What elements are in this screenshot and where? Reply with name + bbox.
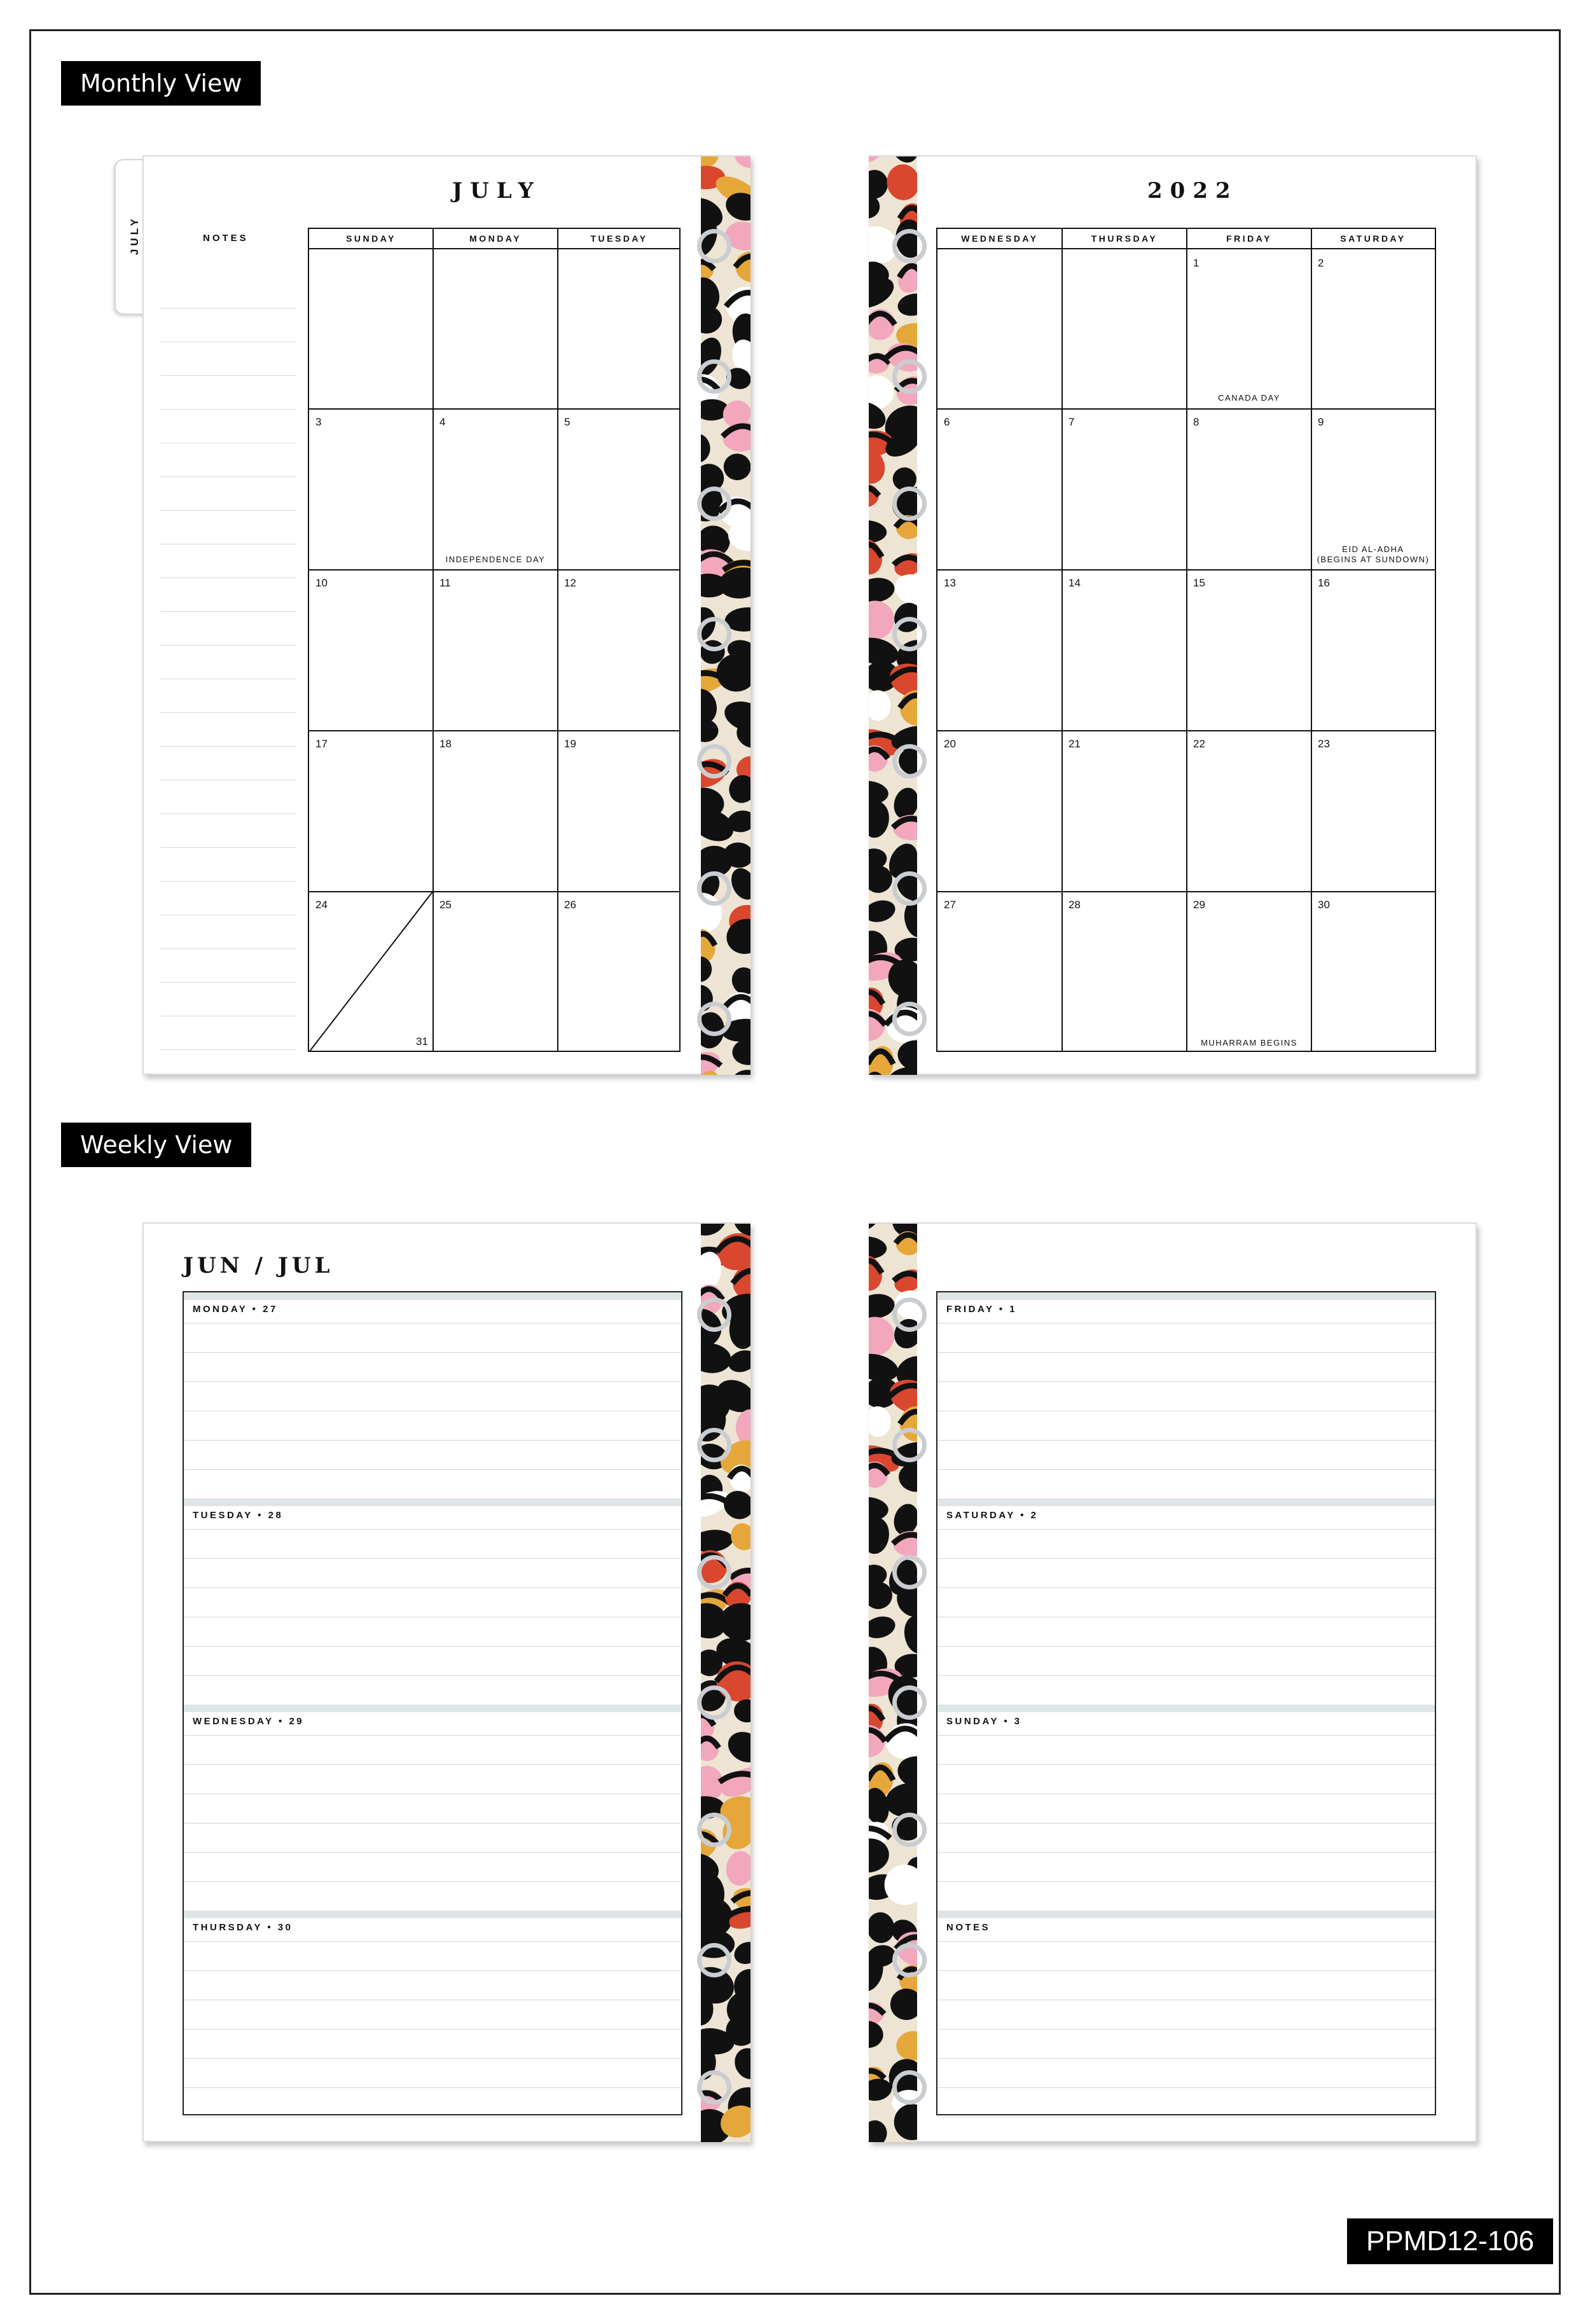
write-line <box>184 1469 681 1470</box>
write-line <box>184 1381 681 1382</box>
write-line <box>937 1764 1435 1765</box>
write-line <box>184 1852 681 1853</box>
binder-ring <box>892 617 927 651</box>
leopard-strip <box>869 156 917 1075</box>
day-number: 7 <box>1068 416 1075 428</box>
notes-label: NOTES <box>203 233 249 244</box>
write-line <box>184 1323 681 1324</box>
write-line <box>184 1587 681 1588</box>
binder-ring <box>697 359 731 394</box>
notes-line <box>160 1049 296 1050</box>
day-number: 13 <box>944 577 956 589</box>
leopard-spot <box>869 689 891 721</box>
weekday-sunday: SUNDAY <box>309 229 433 249</box>
write-line <box>184 1764 681 1765</box>
leopard-spot <box>869 897 897 925</box>
leopard-spot <box>869 1836 892 1875</box>
day-section-label: SUNDAY • 3 <box>946 1716 1022 1727</box>
leopard-spot <box>726 772 750 806</box>
holiday-independence-day: INDEPENDENCE DAY <box>445 555 546 564</box>
day-number: 1 <box>1193 257 1199 269</box>
day-number: 17 <box>315 738 328 750</box>
split-day-diagonal <box>309 891 433 1052</box>
grid-line <box>1061 229 1063 1051</box>
leopard-spot <box>729 2043 750 2084</box>
leopard-spot <box>726 1346 750 1376</box>
binder-ring <box>892 1943 927 1977</box>
weekly-right-page <box>869 1222 1477 2142</box>
binder-ring <box>892 487 927 521</box>
notes-line <box>160 611 296 612</box>
day-number: 19 <box>564 738 576 750</box>
monthly-view-label: Monthly View <box>61 61 261 106</box>
leopard-spot <box>895 291 917 319</box>
weekly-box-left <box>183 1291 682 2115</box>
day-section-label: TUESDAY • 28 <box>193 1510 284 1521</box>
day-section-label: FRIDAY • 1 <box>946 1304 1018 1315</box>
day-section-band <box>937 1292 1435 1300</box>
write-line <box>937 2029 1435 2030</box>
month-side-tab-label: JULY <box>128 216 141 255</box>
day-number: 18 <box>439 738 452 750</box>
leopard-spot <box>901 1614 917 1656</box>
weekday-thursday: THURSDAY <box>1062 229 1187 249</box>
day-number: 10 <box>315 577 328 589</box>
binder-ring <box>697 1685 731 1720</box>
write-line <box>937 1675 1435 1676</box>
binder-ring <box>697 229 731 263</box>
day-section-label: WEDNESDAY • 29 <box>193 1716 305 1727</box>
leopard-spot <box>869 2020 884 2049</box>
binder-ring <box>697 744 731 778</box>
day-number: 11 <box>439 577 451 589</box>
weekday-tuesday: TUESDAY <box>558 229 681 249</box>
day-number: 14 <box>1068 577 1081 589</box>
leopard-spot <box>701 434 710 463</box>
write-line <box>937 2087 1435 2088</box>
day-number-31: 31 <box>416 1035 428 1048</box>
leopard-spot <box>701 1528 734 1554</box>
day-number: 8 <box>1193 416 1199 428</box>
grid-line <box>1311 229 1312 1051</box>
day-number: 16 <box>1318 577 1330 589</box>
holiday-eid-al-adha-note: (BEGINS AT SUNDOWN) <box>1317 555 1430 564</box>
notes-line <box>160 712 296 713</box>
leopard-spot <box>701 956 712 982</box>
day-section-band <box>184 1498 681 1506</box>
write-line <box>184 1970 681 1971</box>
leopard-spot <box>723 1726 750 1768</box>
monthly-right-page <box>869 155 1477 1075</box>
week-title: JUN / JUL <box>183 1253 334 1278</box>
day-number: 2 <box>1318 257 1324 269</box>
notes-line <box>160 746 296 747</box>
write-line <box>937 1881 1435 1882</box>
leopard-strip <box>701 1224 750 2142</box>
write-line <box>937 1323 1435 1324</box>
day-number: 23 <box>1318 738 1330 750</box>
leopard-spot <box>723 1063 750 1075</box>
leopard-spot <box>731 247 750 287</box>
leopard-spot <box>895 2030 917 2061</box>
leopard-spot <box>869 576 896 605</box>
write-line <box>184 2029 681 2030</box>
write-line <box>184 1529 681 1530</box>
day-number: 5 <box>564 416 570 428</box>
leopard-spot <box>890 1988 917 2021</box>
binder-ring <box>892 1813 927 1847</box>
write-line <box>937 1558 1435 1559</box>
day-section-band <box>184 1292 681 1300</box>
day-number: 4 <box>439 416 446 428</box>
leopard-spot <box>701 304 724 335</box>
binder-ring <box>697 2070 731 2105</box>
day-section-label: MONDAY • 27 <box>193 1304 278 1315</box>
write-line <box>184 1881 681 1882</box>
leopard-spot <box>885 163 917 202</box>
day-section-label: THURSDAY • 30 <box>193 1922 293 1933</box>
leopard-spot <box>701 156 719 167</box>
binder-ring <box>892 1297 927 1332</box>
write-line <box>184 1440 681 1441</box>
notes-line <box>160 645 296 646</box>
binder-ring <box>892 1685 927 1720</box>
day-number: 28 <box>1068 899 1081 911</box>
day-number: 6 <box>944 416 950 428</box>
grid-line <box>309 569 679 571</box>
binder-ring <box>697 1428 731 1462</box>
binder-ring <box>892 2070 927 2105</box>
leopard-spot <box>731 1038 750 1066</box>
binder-ring <box>697 487 731 521</box>
binder-ring <box>697 1943 731 1977</box>
day-number: 9 <box>1318 416 1324 428</box>
weekly-view-label: Weekly View <box>61 1123 251 1167</box>
write-line <box>184 2087 681 2088</box>
write-line <box>184 1735 681 1736</box>
write-line <box>937 1469 1435 1470</box>
write-line <box>937 1381 1435 1382</box>
binder-ring <box>892 1555 927 1589</box>
binder-ring <box>892 359 927 394</box>
day-number: 27 <box>944 899 956 911</box>
day-number: 22 <box>1193 738 1205 750</box>
binder-ring <box>892 1428 927 1462</box>
leopard-spot <box>869 1613 897 1641</box>
write-line <box>937 1440 1435 1441</box>
leopard-spot <box>869 1406 891 1437</box>
leopard-spot <box>869 156 884 165</box>
binder-ring <box>697 1555 731 1589</box>
day-number: 20 <box>944 738 956 750</box>
grid-line <box>937 408 1435 410</box>
binder-ring <box>697 617 731 651</box>
write-line <box>937 1941 1435 1942</box>
day-number: 25 <box>439 899 452 911</box>
day-section-label: SATURDAY • 2 <box>946 1510 1039 1521</box>
day-section-band <box>937 1705 1435 1712</box>
leopard-spot <box>869 1224 886 1235</box>
write-line <box>937 1529 1435 1530</box>
notes-line <box>160 982 296 983</box>
notes-line <box>160 375 296 376</box>
grid-line <box>309 730 679 731</box>
write-line <box>184 1675 681 1676</box>
write-line <box>937 1852 1435 1853</box>
day-section-band <box>937 1498 1435 1506</box>
notes-line <box>160 476 296 477</box>
notes-line <box>160 813 296 814</box>
write-line <box>184 1646 681 1647</box>
binder-ring <box>697 1297 731 1332</box>
day-number: 3 <box>315 416 322 428</box>
day-section-label: NOTES <box>946 1922 991 1933</box>
weekday-saturday: SATURDAY <box>1311 229 1435 249</box>
leopard-spot <box>883 1863 917 1906</box>
product-code-label: PPMD12-106 <box>1347 2218 1553 2264</box>
grid-line <box>937 569 1435 571</box>
write-line <box>937 1646 1435 1647</box>
binder-ring <box>892 871 927 906</box>
holiday-eid-al-adha: EID AL-ADHA <box>1342 544 1404 554</box>
binder-ring <box>697 871 731 906</box>
grid-line <box>1186 229 1187 1051</box>
binder-ring <box>697 1813 731 1847</box>
day-number: 24 <box>315 899 328 911</box>
leopard-spot <box>869 1235 887 1260</box>
notes-line <box>160 948 296 949</box>
grid-line <box>937 891 1435 892</box>
leopard-strip <box>701 156 750 1075</box>
write-line <box>184 1352 681 1353</box>
leopard-spot <box>733 156 750 170</box>
write-line <box>937 1352 1435 1353</box>
notes-line <box>160 510 296 511</box>
binder-ring <box>892 744 927 778</box>
leopard-spot <box>893 258 917 298</box>
day-section-band <box>937 1911 1435 1918</box>
write-line <box>184 1941 681 1942</box>
leopard-spot <box>724 1850 750 1887</box>
month-title-right: 2022 <box>1147 178 1238 204</box>
weekday-monday: MONDAY <box>433 229 558 249</box>
month-title-left: JULY <box>452 178 541 204</box>
day-number: 29 <box>1193 899 1205 911</box>
calendar-grid-right <box>936 228 1436 1052</box>
write-line <box>184 2058 681 2059</box>
write-line <box>937 1970 1435 1971</box>
leopard-spot <box>722 452 750 481</box>
leopard-spot <box>869 799 891 840</box>
day-section-band <box>184 1911 681 1918</box>
calendar-grid-left <box>308 228 681 1052</box>
binder-ring <box>892 1002 927 1036</box>
grid-line <box>937 730 1435 731</box>
grid-line <box>309 408 679 410</box>
grid-line <box>557 229 558 1051</box>
day-number: 26 <box>564 899 576 911</box>
leopard-spot <box>733 1699 750 1723</box>
write-line <box>937 2058 1435 2059</box>
weekday-wednesday: WEDNESDAY <box>937 229 1062 249</box>
day-number: 15 <box>1193 577 1205 589</box>
holiday-canada-day: CANADA DAY <box>1218 393 1280 403</box>
notes-line <box>160 847 296 848</box>
weekday-friday: FRIDAY <box>1187 229 1311 249</box>
notes-line <box>160 881 296 882</box>
write-line <box>937 1735 1435 1736</box>
holiday-muharram: MUHARRAM BEGINS <box>1201 1038 1297 1048</box>
leopard-spot <box>701 718 719 744</box>
leopard-spot <box>701 1341 733 1375</box>
notes-line <box>160 409 296 410</box>
day-number: 30 <box>1318 899 1330 911</box>
leopard-spot <box>869 519 887 544</box>
leopard-spot <box>869 1516 891 1556</box>
weekly-box-right <box>936 1291 1436 2115</box>
weekly-left-page <box>142 1222 750 2142</box>
monthly-left-page <box>142 155 750 1075</box>
write-line <box>184 1558 681 1559</box>
day-number: 12 <box>564 577 576 589</box>
binder-ring <box>892 229 927 263</box>
leopard-strip <box>869 1224 917 2142</box>
day-number: 21 <box>1068 738 1081 750</box>
day-section-band <box>184 1705 681 1712</box>
write-line <box>937 1587 1435 1588</box>
binder-ring <box>697 1002 731 1036</box>
